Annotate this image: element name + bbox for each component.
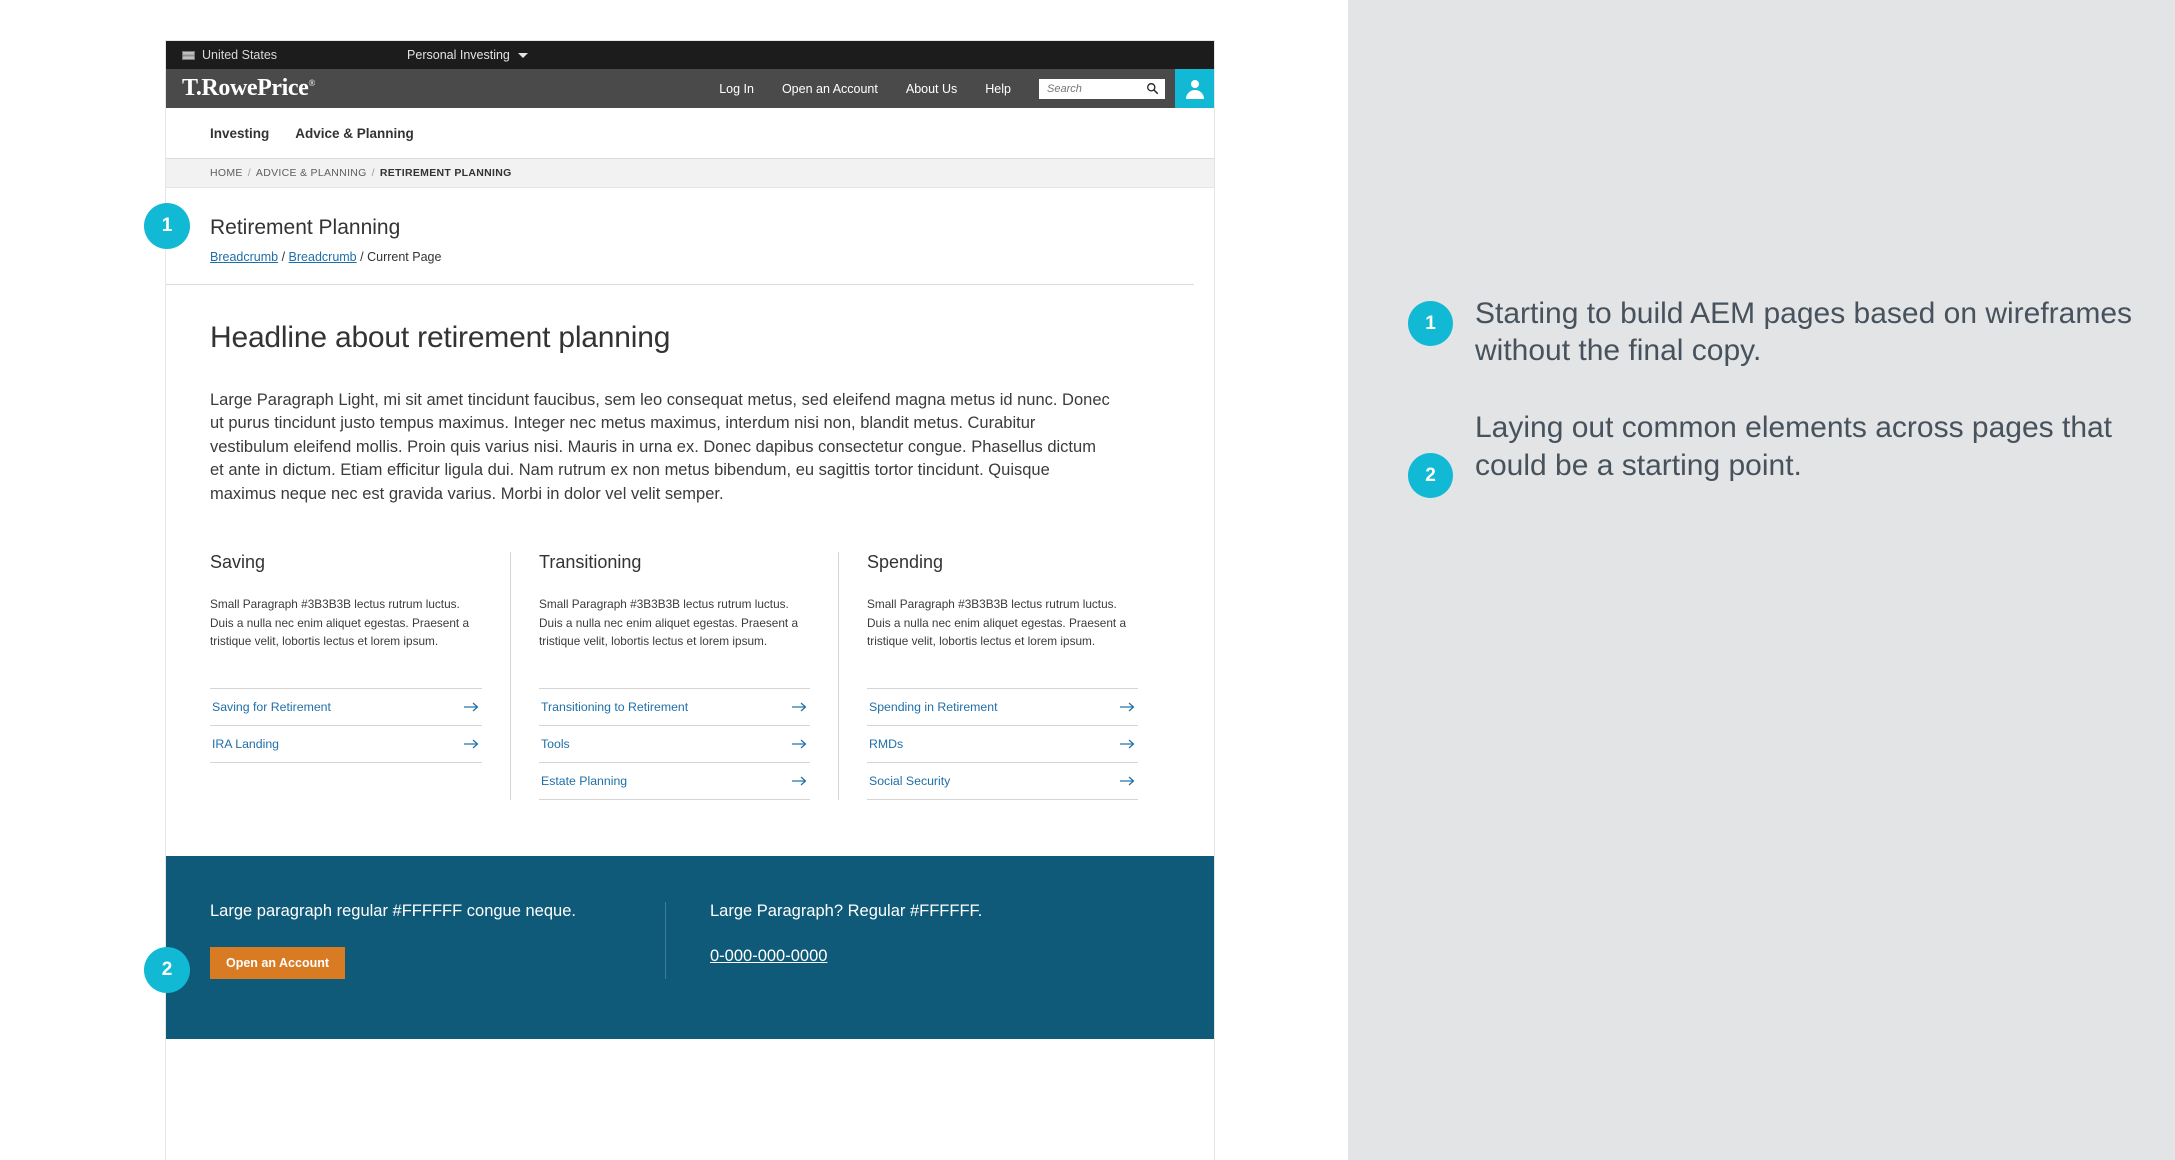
column-transitioning (510, 552, 838, 800)
secondary-breadcrumb-current: Current Page (367, 250, 442, 264)
link-label: Transitioning to Retirement (541, 700, 689, 715)
link-label: Spending in Retirement (869, 700, 998, 715)
list-item[interactable] (867, 688, 1138, 725)
cta-left (210, 902, 665, 979)
link-label: IRA Landing (212, 737, 280, 752)
chevron-down-icon (518, 53, 528, 58)
list-item[interactable] (210, 725, 482, 763)
column-spending (838, 552, 1166, 800)
column-body: Small Paragraph #3B3B3B lectus rutrum luctus. Duis a nulla nec enim aliquet egestas. Praesent a tristique velit, lobortis lectus et lorem ipsum. (210, 597, 470, 648)
arrow-right-icon (464, 738, 480, 750)
breadcrumb-item-advice-planning[interactable]: ADVICE & PLANNING (255, 167, 367, 179)
arrow-right-icon (792, 738, 808, 750)
audience-selector[interactable] (407, 48, 528, 62)
secondary-breadcrumb-link-1[interactable]: Breadcrumb (210, 250, 279, 264)
nav-open-an-account[interactable]: Open an Account (781, 81, 878, 96)
callout-badge-1: 1 (144, 203, 190, 249)
arrow-right-icon (464, 701, 480, 713)
arrow-right-icon (1120, 738, 1136, 750)
secondary-breadcrumb-separator: / (360, 250, 364, 264)
cta-left-text: Large paragraph regular #FFFFFF congue neque. (210, 902, 576, 921)
column-body: Small Paragraph #3B3B3B lectus rutrum luctus. Duis a nulla nec enim aliquet egestas. Praesent a tristique velit, lobortis lectus et lorem ipsum. (867, 597, 1127, 648)
list-item[interactable] (539, 762, 810, 800)
open-an-account-button[interactable]: Open an Account (210, 947, 345, 979)
site-mockup (166, 41, 1214, 1160)
main-nav-item-investing[interactable]: Investing (210, 125, 270, 141)
column-title: Spending (867, 552, 944, 573)
hero-paragraph: Large Paragraph Light, mi sit amet tincidunt faucibus, sem leo consequat metus, sed eleifend magna metus id nunc. Donec ut purus tincidunt justo tempus maximus. Integer nec metus maximus, interdum nisi non, blandit metus. Curabitur vestibulum eleifend mollis. Proin quis varius nisi. Mauris in urna ex. Donec dapibus consectetur congue. Phasellus dictum et ante in dictum. Etiam efficitur ligula dui. Nam rutrum ex non metus bibendum, eu sagittis tortor tincidunt. Quisque maximus neque nec est gravida varius. Morbi in dolor vel velit semper. (210, 391, 1110, 503)
callout-1 (1408, 295, 2148, 369)
column-title: Saving (210, 552, 266, 573)
arrow-right-icon (792, 775, 808, 787)
callout-list (1408, 295, 2148, 538)
arrow-right-icon (1120, 701, 1136, 713)
country-selector[interactable] (182, 48, 277, 62)
callout-badge-2: 2 (144, 947, 190, 993)
nav-help[interactable]: Help (985, 81, 1011, 96)
cta-right-text: Large Paragraph? Regular #FFFFFF. (710, 902, 983, 921)
breadcrumb-separator: / (371, 167, 375, 179)
cta-footer (166, 856, 1214, 1039)
section-spacer (166, 800, 1214, 856)
secondary-breadcrumb-link-2[interactable]: Breadcrumb (288, 250, 357, 264)
link-label: RMDs (869, 737, 904, 752)
list-item[interactable] (539, 688, 810, 725)
main-nav-item-advice-planning[interactable]: Advice & Planning (295, 125, 414, 141)
link-label: Social Security (869, 774, 951, 789)
callout-2-text: Laying out common elements across pages that could be a starting point. (1475, 411, 2113, 482)
link-label: Tools (541, 737, 570, 752)
breadcrumb-separator: / (247, 167, 251, 179)
nav-about-us[interactable]: About Us (905, 81, 958, 96)
search-icon[interactable] (1146, 82, 1159, 95)
column-body: Small Paragraph #3B3B3B lectus rutrum luctus. Duis a nulla nec enim aliquet egestas. Praesent a tristique velit, lobortis lectus et lorem ipsum. (539, 597, 799, 648)
hero-headline: Headline about retirement planning (210, 321, 671, 354)
brand-logo-text: T.RowePrice (182, 75, 309, 101)
breadcrumb (166, 159, 1214, 188)
avatar[interactable] (1175, 69, 1214, 108)
arrow-right-icon (792, 701, 808, 713)
list-item[interactable] (539, 725, 810, 762)
callout-2 (1408, 409, 2148, 498)
masthead-nav (719, 79, 1175, 99)
cta-phone-link[interactable]: 0-000-000-0000 (710, 947, 828, 966)
column-saving (210, 552, 510, 800)
list-item[interactable] (867, 725, 1138, 762)
annotation-pane (1348, 0, 2175, 1160)
cta-right (665, 902, 982, 979)
country-label: United States (202, 48, 278, 62)
link-label: Saving for Retirement (212, 700, 331, 715)
three-column-section (166, 506, 1214, 800)
nav-log-in[interactable]: Log In (719, 81, 754, 96)
breadcrumb-current: RETIREMENT PLANNING (379, 167, 512, 179)
brand-logo[interactable] (182, 75, 315, 102)
utility-bar (166, 41, 1214, 69)
search-box[interactable] (1039, 79, 1165, 99)
list-item[interactable] (867, 762, 1138, 800)
masthead (166, 69, 1214, 108)
callout-1-number: 1 (1408, 301, 1453, 346)
search-input[interactable] (1045, 82, 1159, 96)
secondary-breadcrumb-separator: / (281, 250, 286, 264)
arrow-right-icon (1120, 775, 1136, 787)
callout-1-text: Starting to build AEM pages based on wireframes without the final copy. (1475, 297, 2133, 368)
main-nav (166, 108, 1214, 159)
callout-2-number: 2 (1408, 453, 1453, 498)
page-head (166, 188, 1194, 285)
brand-logo-mark: ® (308, 78, 315, 88)
column-title: Transitioning (539, 552, 642, 573)
hero-section (166, 285, 1214, 506)
page-title: Retirement Planning (210, 216, 401, 239)
link-label: Estate Planning (541, 774, 628, 789)
breadcrumb-item-home[interactable]: HOME (210, 167, 243, 179)
user-avatar-icon (1185, 79, 1205, 99)
list-item[interactable] (210, 688, 482, 725)
secondary-breadcrumb (210, 250, 1150, 264)
us-flag-icon (182, 51, 195, 60)
audience-selector-label: Personal Investing (407, 48, 510, 62)
